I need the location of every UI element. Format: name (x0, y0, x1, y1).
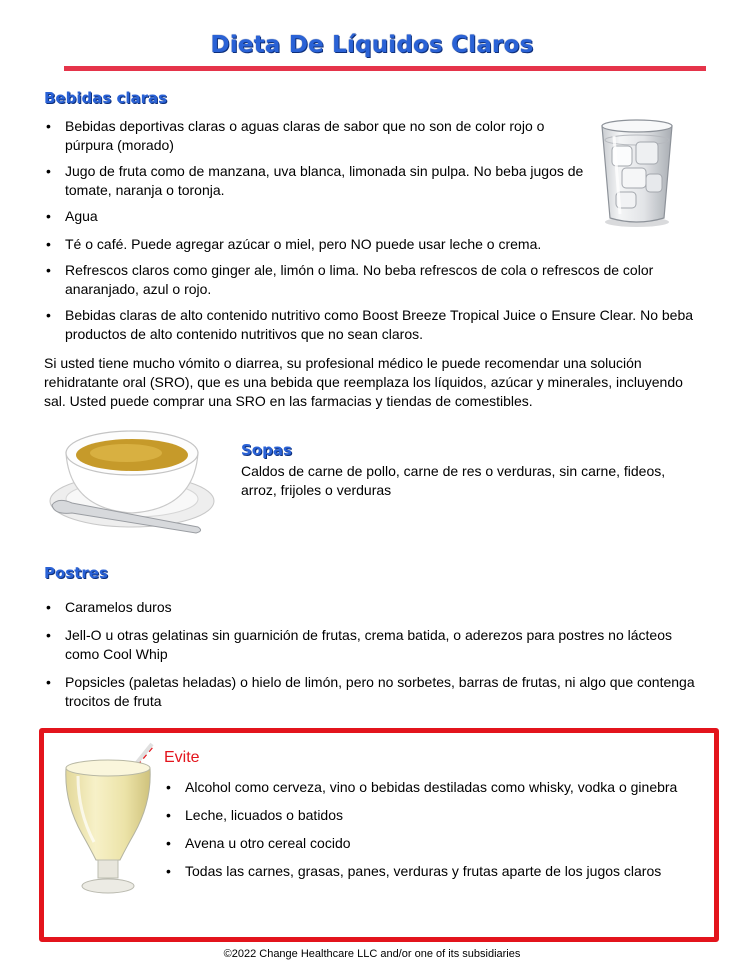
list-item: • Jell-O u otras gelatinas sin guarnición de frutas, crema batida, o aderezos para postres no lácteos como Cool Whip (46, 627, 672, 662)
sopas-text: Caldos de carne de pollo, carne de res o verduras, sin carne, fideos, arroz, frijoles o verduras (241, 463, 666, 498)
milkshake-glass-icon (60, 742, 156, 898)
list-item: • Bebidas claras de alto contenido nutritivo como Boost Breeze Tropical Juice o Ensure Clear. No beba productos de alto contenido nutritivos que no sean claros. (46, 307, 694, 342)
evite-list (164, 778, 704, 890)
section-heading-sopas: Sopas (241, 441, 292, 459)
bullet-icon: • (46, 208, 51, 224)
list-item: • Alcohol como cerveza, vino o bebidas destiladas como whisky, vodka o ginebra (166, 779, 678, 795)
list-item: • Refrescos claros como ginger ale, limón o lima. No beba refrescos de cola o refrescos de color anaranjado, azul o rojo. (46, 262, 654, 297)
bullet-icon: • (46, 307, 51, 323)
ice-water-glass-icon (598, 118, 676, 230)
bullet-icon: • (166, 863, 171, 879)
bullet-icon: • (166, 779, 171, 795)
copyright-footer: ©2022 Change Healthcare LLC and/or one of its subsidiaries (223, 948, 521, 960)
list-item: • Té o café. Puede agregar azúcar o miel, pero NO puede usar leche o crema. (46, 236, 542, 252)
broth-bowl-icon (48, 425, 216, 537)
bullet-icon: • (46, 118, 51, 134)
list-item: • Caramelos duros (46, 599, 172, 615)
bebidas-list-continued (44, 235, 694, 351)
bullet-icon: • (166, 807, 171, 823)
bullet-icon: • (46, 627, 51, 643)
section-heading-postres: Postres (44, 564, 108, 582)
bullet-icon: • (46, 262, 51, 278)
list-item: • Todas las carnes, grasas, panes, verduras y frutas aparte de los jugos claros (166, 863, 662, 879)
bullet-icon: • (46, 674, 51, 690)
list-item: • Bebidas deportivas claras o aguas claras de sabor que no son de color rojo o púrpura (morado) (46, 118, 545, 153)
section-heading-bebidas: Bebidas claras (44, 89, 168, 107)
sro-note: Si usted tiene mucho vómito o diarrea, su profesional médico le puede recomendar una solución rehidratante oral (SRO), que es una bebida que reemplaza los líquidos, azúcar y minerales, incluyendo sal. Usted puede comprar una SRO en las farmacias y tiendas de comestibles. (44, 355, 683, 409)
list-item: • Leche, licuados o batidos (166, 807, 343, 823)
postres-list (44, 598, 709, 720)
list-item: • Agua (46, 208, 98, 224)
bullet-icon: • (46, 599, 51, 615)
title-divider (64, 66, 706, 71)
bebidas-list (44, 117, 584, 233)
list-item: • Popsicles (paletas heladas) o hielo de limón, pero no sorbetes, barras de frutas, ni algo que contenga trocitos de fruta (46, 674, 695, 709)
list-item: • Jugo de fruta como de manzana, uva blanca, limonada sin pulpa. No beba jugos de tomate, naranja o toronja. (46, 163, 584, 198)
page-title: Dieta De Líquidos Claros (210, 32, 534, 58)
section-heading-evite: Evite (164, 749, 200, 766)
bullet-icon: • (46, 236, 51, 252)
list-item: • Avena u otro cereal cocido (166, 835, 351, 851)
bullet-icon: • (166, 835, 171, 851)
bullet-icon: • (46, 163, 51, 179)
